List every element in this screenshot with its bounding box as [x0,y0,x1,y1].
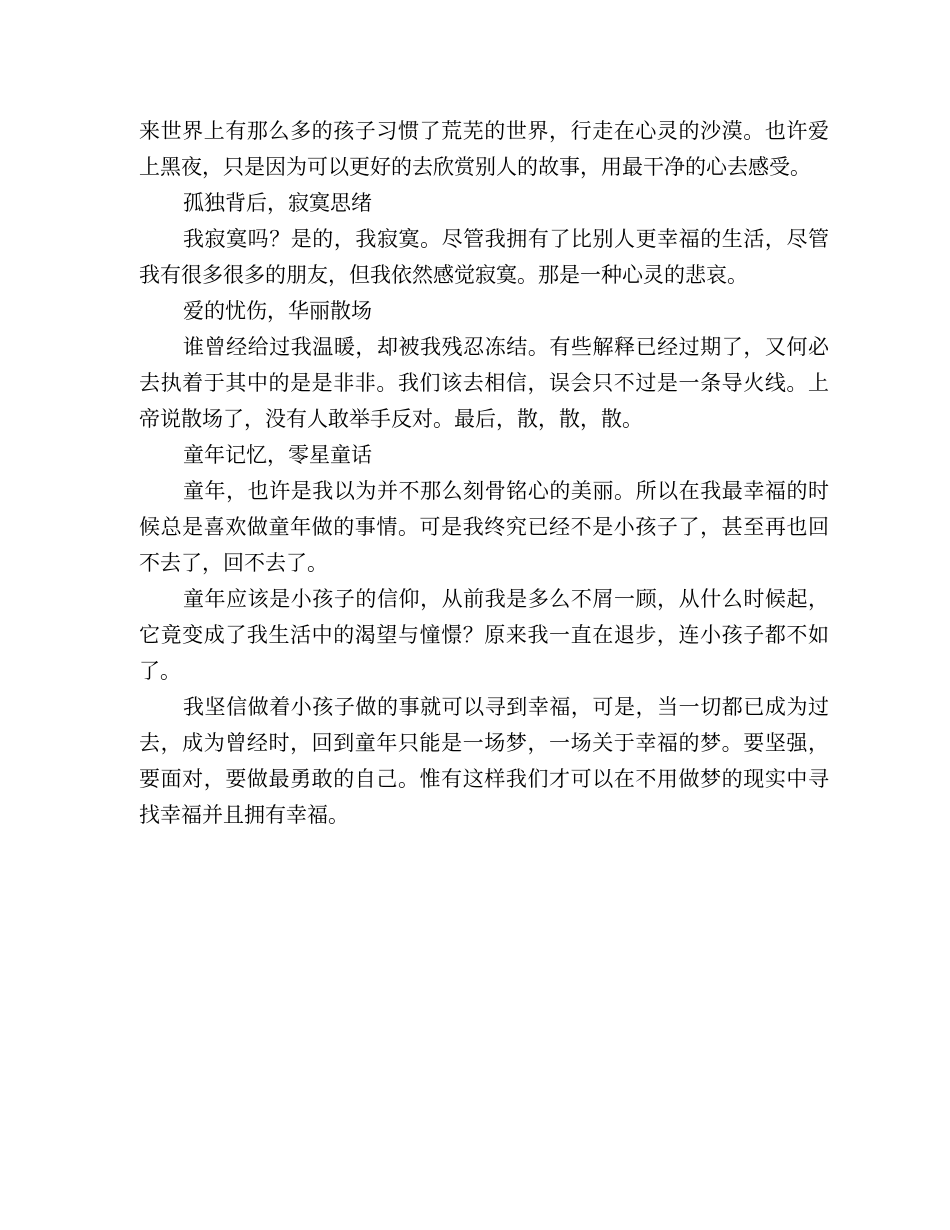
paragraph-continuation: 来世界上有那么多的孩子习惯了荒芜的世界，行走在心灵的沙漠。也许爱上黑夜，只是因为可以更好的去欣赏别人的故事，用最干净的心去感受。 [139,119,829,179]
paragraph-childhood-3: 我坚信做着小孩子做的事就可以寻到幸福，可是，当一切都已成为过去，成为曾经时，回到童年只能是一场梦，一场关于幸福的梦。要坚强，要面对，要做最勇敢的自己。惟有这样我们才可以在不用做梦的现实中寻找幸福并且拥有幸福。 [139,695,829,827]
paragraph-loneliness: 我寂寞吗？是的，我寂寞。尽管我拥有了比别人更幸福的生活，尽管我有很多很多的朋友，但我依然感觉寂寞。那是一种心灵的悲哀。 [139,227,829,287]
section-heading-childhood: 童年记忆，零星童话 [183,443,372,467]
document-body [139,113,829,833]
section-heading-loneliness: 孤独背后，寂寞思绪 [183,191,372,215]
paragraph-childhood-2: 童年应该是小孩子的信仰，从前我是多么不屑一顾，从什么时候起，它竟变成了我生活中的渴望与憧憬？原来我一直在退步，连小孩子都不如了。 [139,587,829,683]
section-heading-sorrow: 爱的忧伤，华丽散场 [183,299,372,323]
paragraph-sorrow: 谁曾经给过我温暖，却被我残忍冻结。有些解释已经过期了，又何必去执着于其中的是是非非。我们该去相信，误会只不过是一条导火线。上帝说散场了，没有人敢举手反对。最后，散，散，散。 [139,335,829,431]
paragraph-childhood-1: 童年，也许是我以为并不那么刻骨铭心的美丽。所以在我最幸福的时候总是喜欢做童年做的事情。可是我终究已经不是小孩子了，甚至再也回不去了，回不去了。 [139,479,829,575]
